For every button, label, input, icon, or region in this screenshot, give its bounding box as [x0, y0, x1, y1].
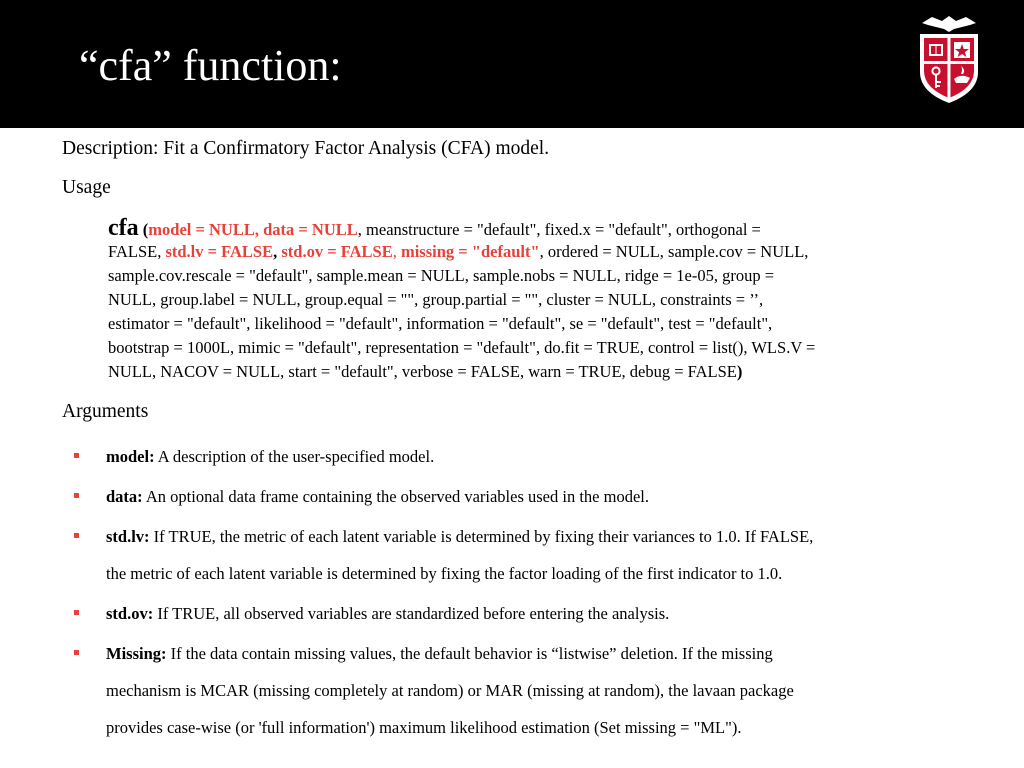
usage-line-5: estimator = "default", likelihood = "default", information = "default", se = "default", test = "default", [108, 314, 773, 333]
slide-title: “cfa” function: [79, 41, 342, 90]
highlight-model-data: model = NULL, data = NULL [148, 220, 358, 239]
arguments-heading: Arguments [62, 401, 149, 422]
bullet-icon [74, 533, 79, 538]
texas-tech-seal-icon [914, 12, 984, 106]
highlight-std-lv: std.lv = FALSE [165, 242, 274, 261]
argument-description: the metric of each latent variable is determined by fixing the factor loading of the first indicator to 1.0. [106, 564, 783, 583]
usage-line-3: sample.cov.rescale = "default", sample.mean = NULL, sample.nobs = NULL, ridge = 1e-05, group = [108, 266, 775, 285]
usage-line-7 [108, 360, 978, 384]
bold-comma: , [273, 242, 278, 261]
usage-line-6: bootstrap = 1000L, mimic = "default", representation = "default", do.fit = TRUE, control = list(), WLS.V = [108, 338, 816, 357]
bullet-icon [74, 650, 79, 655]
argument-text [106, 595, 986, 632]
argument-text [106, 438, 986, 475]
usage-line-1 [108, 216, 978, 240]
function-name: cfa [108, 215, 139, 241]
argument-line [106, 518, 986, 555]
argument-line [106, 709, 986, 746]
argument-name: std.lv: [106, 527, 150, 546]
usage-text: NULL, NACOV = NULL, start = "default", verbose = FALSE, warn = TRUE, debug = FALSE [108, 362, 737, 381]
argument-description: A description of the user-specified model. [154, 447, 435, 466]
argument-line [106, 672, 986, 709]
argument-description: If the data contain missing values, the default behavior is “listwise” deletion. If the missing [166, 644, 773, 663]
usage-signature [108, 216, 978, 384]
highlight-comma: , [392, 242, 397, 261]
argument-line [106, 635, 986, 672]
bullet-icon [74, 493, 79, 498]
usage-line-2 [108, 240, 978, 264]
argument-text [106, 635, 986, 746]
argument-description: mechanism is MCAR (missing completely at random) or MAR (missing at random), the lavaan package [106, 681, 794, 700]
slide-header [0, 0, 1024, 128]
bullet-icon [74, 453, 79, 458]
usage-line-4: NULL, group.label = NULL, group.equal = "", group.partial = "", cluster = NULL, constraints = ’’, [108, 290, 764, 309]
argument-description: provides case-wise (or 'full information') maximum likelihood estimation (Set missing = "ML"). [106, 718, 742, 737]
argument-line [106, 595, 986, 632]
usage-heading: Usage [62, 177, 111, 198]
argument-text [106, 518, 986, 592]
argument-line [106, 438, 986, 475]
close-paren: ) [736, 362, 743, 381]
open-paren: ( [138, 220, 149, 239]
argument-name: model: [106, 447, 155, 466]
argument-description: If TRUE, all observed variables are standardized before entering the analysis. [153, 604, 670, 623]
argument-text [106, 478, 986, 515]
argument-name: data: [106, 487, 143, 506]
highlight-std-ov: std.ov = FALSE [277, 242, 393, 261]
argument-line [106, 478, 986, 515]
highlight-missing: missing = "default" [396, 242, 540, 261]
bullet-icon [74, 610, 79, 615]
argument-name: std.ov: [106, 604, 154, 623]
argument-description: An optional data frame containing the observed variables used in the model. [142, 487, 649, 506]
usage-text: , ordered = NULL, sample.cov = NULL, [539, 242, 809, 261]
argument-line [106, 555, 986, 592]
usage-text: FALSE, [108, 242, 166, 261]
description-text: Description: Fit a Confirmatory Factor Analysis (CFA) model. [62, 138, 550, 159]
usage-text: , meanstructure = "default", fixed.x = "default", orthogonal = [357, 220, 761, 239]
argument-name: Missing: [106, 644, 167, 663]
argument-description: If TRUE, the metric of each latent variable is determined by fixing their variances to 1.0. If FALSE, [149, 527, 814, 546]
